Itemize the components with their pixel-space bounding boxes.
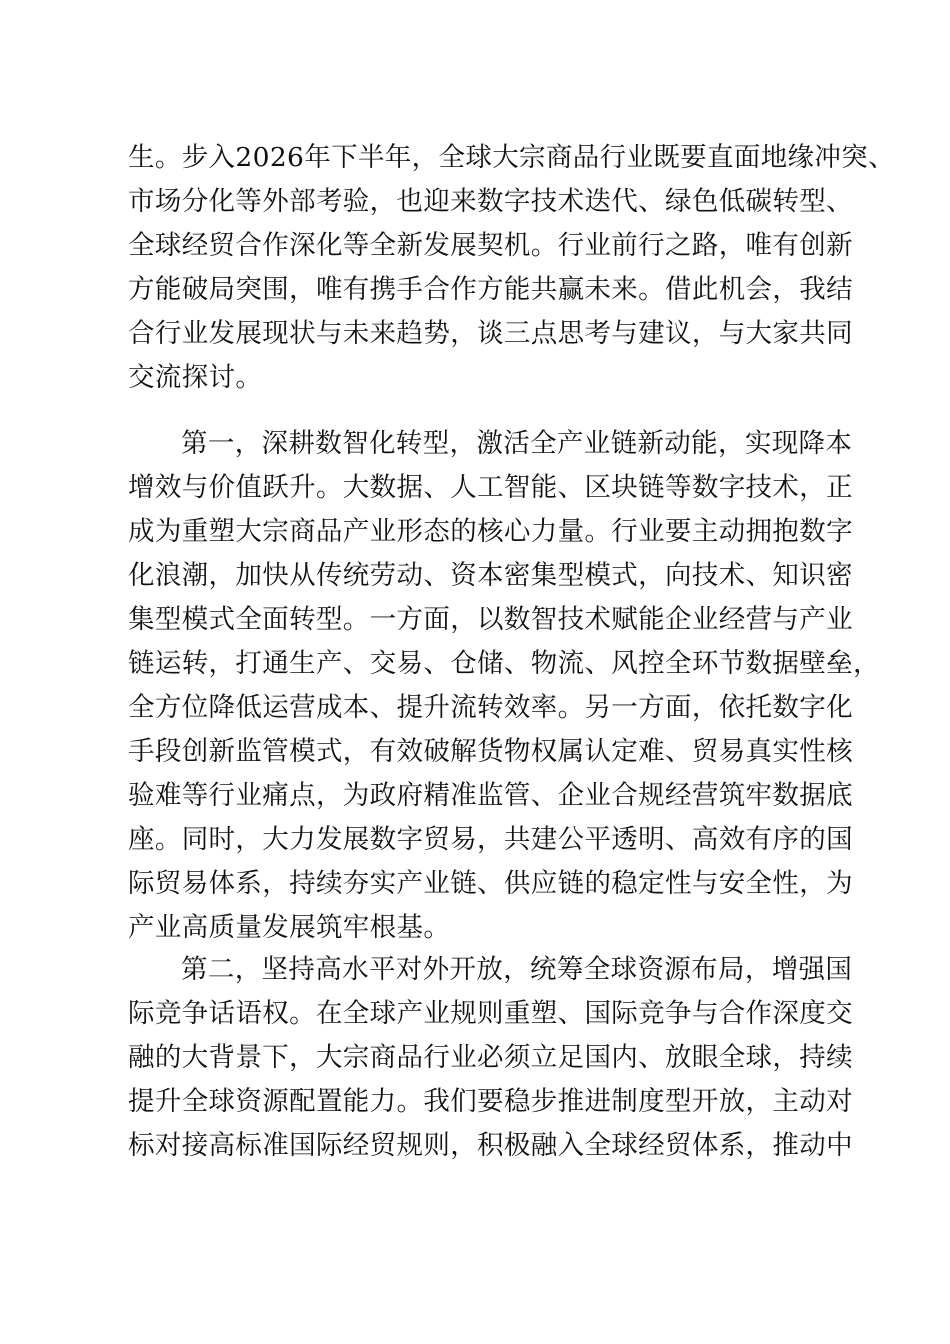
- paragraph-2-line-6: 链运转，打通生产、交易、仓储、物流、风控全环节数据壁垒，: [128, 648, 880, 679]
- paragraph-3-line-3: 融的大背景下，大宗商品行业必须立足国内、放眼全球，持续: [128, 1042, 853, 1073]
- paragraph-2-line-2: 增效与价值跃升。大数据、人工智能、区块链等数字技术，正: [128, 472, 853, 503]
- paragraph-1-line-4: 方能破局突围，唯有携手合作方能共赢未来。借此机会，我结: [128, 274, 853, 305]
- paragraph-3-line-5: 标对接高标准国际经贸规则，积极融入全球经贸体系，推动中: [128, 1130, 853, 1161]
- paragraph-2-line-12: 产业高质量发展筑牢根基。: [128, 912, 451, 943]
- paragraph-3-line-4: 提升全球资源配置能力。我们要稳步推进制度型开放，主动对: [128, 1086, 853, 1117]
- paragraph-2-line-5: 集型模式全面转型。一方面，以数智技术赋能企业经营与产业: [128, 604, 853, 635]
- paragraph-2-line-8: 手段创新监管模式，有效破解货物权属认定难、贸易真实性核: [128, 736, 853, 767]
- paragraph-3-line-1: 第二，坚持高水平对外开放，统筹全球资源布局，增强国: [181, 954, 853, 985]
- paragraph-2-line-9: 验难等行业痛点，为政府精准监管、企业合规经营筑牢数据底: [128, 780, 853, 811]
- paragraph-2-line-10: 座。同时，大力发展数字贸易，共建公平透明、高效有序的国: [128, 824, 853, 855]
- paragraph-1-line-2: 市场分化等外部考验，也迎来数字技术迭代、绿色低碳转型、: [128, 186, 853, 217]
- paragraph-1-line-5: 合行业发展现状与未来趋势，谈三点思考与建议，与大家共同: [128, 318, 853, 349]
- paragraph-1-line-6: 交流探讨。: [128, 362, 263, 393]
- paragraph-3-line-2: 际竞争话语权。在全球产业规则重塑、国际竞争与合作深度交: [128, 998, 853, 1029]
- paragraph-2-line-11: 际贸易体系，持续夯实产业链、供应链的稳定性与安全性，为: [128, 868, 853, 899]
- paragraph-1-line-3: 全球经贸合作深化等全新发展契机。行业前行之路，唯有创新: [128, 230, 853, 261]
- paragraph-2-line-1: 第一，深耕数智化转型，激活全产业链新动能，实现降本: [181, 428, 853, 459]
- paragraph-2-line-7: 全方位降低运营成本、提升流转效率。另一方面，依托数字化: [128, 692, 853, 723]
- paragraph-2-line-3: 成为重塑大宗商品产业形态的核心力量。行业要主动拥抱数字: [128, 516, 853, 547]
- paragraph-1-line-1: 生。步入2026年下半年，全球大宗商品行业既要直面地缘冲突、: [128, 142, 895, 173]
- paragraph-2-line-4: 化浪潮，加快从传统劳动、资本密集型模式，向技术、知识密: [128, 560, 853, 591]
